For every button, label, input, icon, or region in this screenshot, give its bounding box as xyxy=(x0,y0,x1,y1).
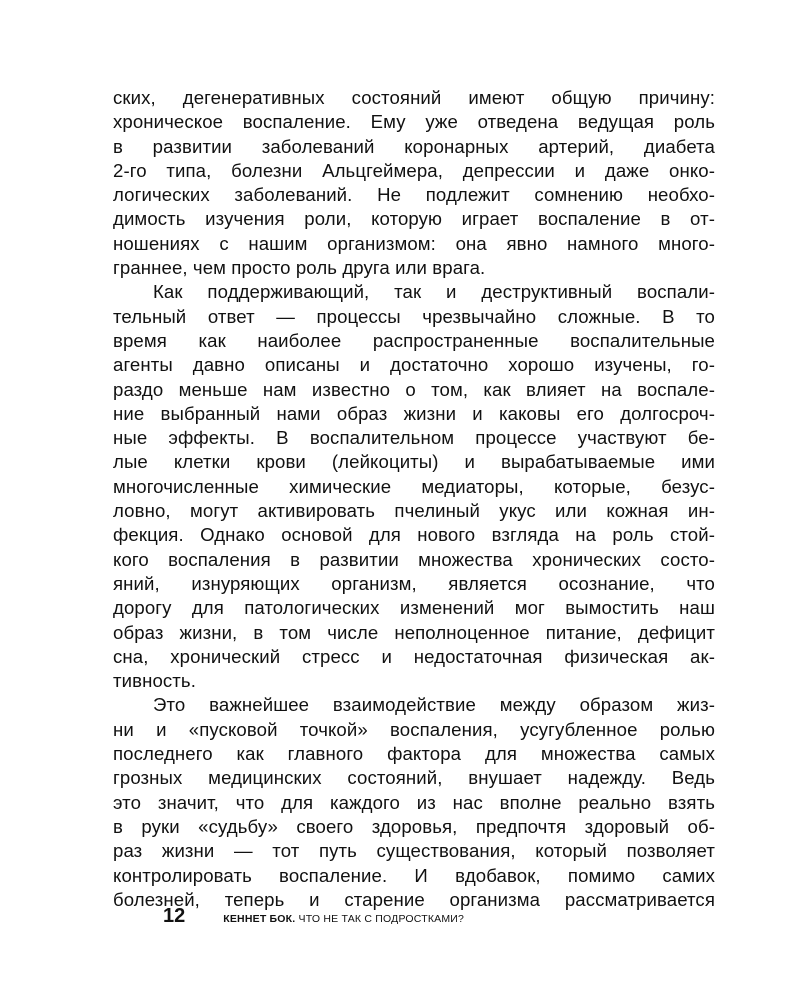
paragraph-start-line: Это важнейшее взаимодействие между образом жиз- xyxy=(153,694,715,716)
text-line: последнего как главного фактора для множества самых xyxy=(113,743,715,765)
text-line: ни и «пусковой точкой» воспаления, усугубленное ролью xyxy=(113,718,715,740)
text-line: ные эффекты. В воспалительном процессе участвуют бе- xyxy=(113,427,715,449)
text-line: дорогу для патологических изменений мог вымостить наш xyxy=(113,597,715,619)
text-line: многочисленные химические медиаторы, которые, безус- xyxy=(113,475,715,497)
text-line: агенты давно описаны и достаточно хорошо изучены, го- xyxy=(113,354,715,376)
text-line: ношениях с нашим организмом: она явно намного много- xyxy=(113,232,715,254)
text-line: хроническое воспаление. Ему уже отведена ведущая роль xyxy=(113,111,715,133)
text-line: образ жизни, в том числе неполноценное питание, дефицит xyxy=(113,621,715,643)
text-line: раздо меньше нам известно о том, как влияет на воспале- xyxy=(113,378,715,400)
running-footer xyxy=(163,906,464,929)
text-line: ние выбранный нами образ жизни и каковы его долгосроч- xyxy=(113,402,715,424)
text-line: фекция. Однако основой для нового взгляда на роль стой- xyxy=(113,524,715,546)
text-line: яний, изнуряющих организм, является осознание, что xyxy=(113,572,715,594)
text-line: сна, хронический стресс и недостаточная физическая ак- xyxy=(113,645,715,667)
footer-author: КЕННЕТ БОК. xyxy=(223,913,296,925)
body-text xyxy=(113,86,715,912)
text-line: тельный ответ — процессы чрезвычайно сложные. В то xyxy=(113,305,715,327)
text-line: ских, дегенеративных состояний имеют общую причину: xyxy=(113,87,715,108)
text-line: димость изучения роли, которую играет воспаление в от- xyxy=(113,208,715,230)
text-line: лые клетки крови (лейкоциты) и вырабатываемые ими xyxy=(113,451,715,473)
text-line: контролировать воспаление. И вдобавок, помимо самих xyxy=(113,864,715,886)
text-line: болезней, теперь и старение организма рассматривается xyxy=(113,888,715,910)
footer-book-title: ЧТО НЕ ТАК С ПОДРОСТКАМИ? xyxy=(295,913,465,925)
text-line: логических заболеваний. Не подлежит сомнению необхо- xyxy=(113,184,715,206)
paragraph-start-line: Как поддерживающий, так и деструктивный воспали- xyxy=(153,281,715,303)
page-number: 12 xyxy=(163,905,186,927)
text-line: это значит, что для каждого из нас вполне реально взять xyxy=(113,791,715,813)
text-line: 2-го типа, болезни Альцгеймера, депрессии и даже онко- xyxy=(113,159,715,181)
text-line: время как наиболее распространенные воспалительные xyxy=(113,329,715,351)
text-line: в развитии заболеваний коронарных артерий, диабета xyxy=(113,135,715,157)
text-line: кого воспаления в развитии множества хронических состо- xyxy=(113,548,715,570)
text-line: в руки «судьбу» своего здоровья, предпочтя здоровый об- xyxy=(113,815,715,837)
paragraph-end-line: тивность. xyxy=(113,670,196,692)
text-line: ловно, могут активировать пчелиный укус или кожная ин- xyxy=(113,500,715,522)
text-line: грозных медицинских состояний, внушает надежду. Ведь xyxy=(113,767,715,789)
paragraph-end-line: граннее, чем просто роль друга или врага. xyxy=(113,257,486,279)
text-line: раз жизни — тот путь существования, который позволяет xyxy=(113,840,715,862)
